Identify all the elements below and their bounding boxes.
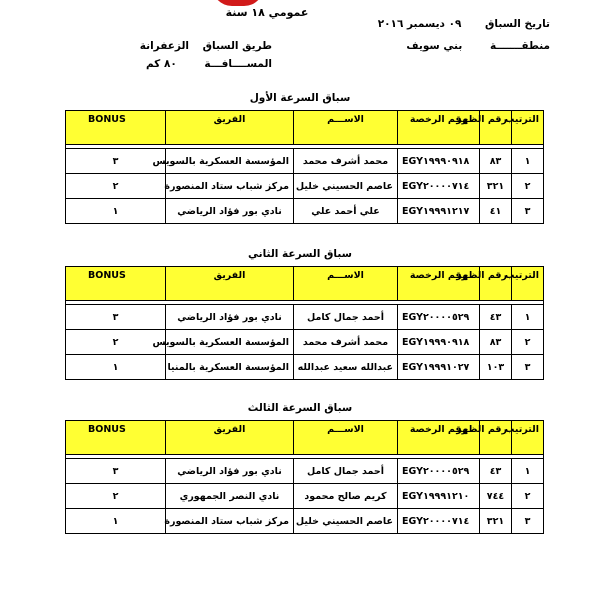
col-back-number: رقم الظهر — [480, 421, 512, 455]
route-label: طريق السباق — [202, 40, 272, 52]
cell-name: عاصم الحسيني خليل — [294, 174, 398, 199]
col-bonus: BONUS — [66, 267, 166, 301]
cell-back-number: ١٠٣ — [480, 355, 512, 380]
col-license: رقم الرخصة — [398, 111, 480, 145]
cell-team: نادي النصر الجمهوري — [166, 484, 294, 509]
cell-rank: ٢ — [512, 330, 544, 355]
cell-license: EGY١٩٩٩١٠٢٧ — [398, 355, 480, 380]
cell-license: EGY٢٠٠٠٠٥٢٩ — [398, 459, 480, 484]
race-3-table — [65, 420, 544, 534]
race-2-title: سباق السرعة الثاني — [248, 248, 352, 260]
cell-rank: ١ — [512, 305, 544, 330]
table-header-row — [66, 421, 544, 455]
cell-rank: ٢ — [512, 174, 544, 199]
cell-bonus: ٢ — [66, 174, 166, 199]
col-rank: الترتيب — [512, 267, 544, 301]
cell-bonus: ٣ — [66, 459, 166, 484]
cell-name: محمد أشرف محمد — [294, 330, 398, 355]
table-row — [66, 484, 544, 509]
race-3-title: سباق السرعة الثالث — [247, 402, 353, 414]
cell-license: EGY١٩٩٩١٢١٧ — [398, 199, 480, 224]
region-line — [406, 40, 550, 52]
col-bonus: BONUS — [66, 421, 166, 455]
col-name: الاســـم — [294, 111, 398, 145]
cell-bonus: ١ — [66, 199, 166, 224]
table-row — [66, 355, 544, 380]
cell-name: أحمد جمال كامل — [294, 459, 398, 484]
cell-name: كريم صالح محمود — [294, 484, 398, 509]
col-name: الاســـم — [294, 267, 398, 301]
race-2-table — [65, 266, 544, 380]
col-team: الفريق — [166, 267, 294, 301]
cell-license: EGY١٩٩٩٠٩١٨ — [398, 330, 480, 355]
cell-bonus: ١ — [66, 509, 166, 534]
col-license: رقم الرخصة — [398, 421, 480, 455]
cell-back-number: ٤٣ — [480, 459, 512, 484]
cell-back-number: ٧٤٤ — [480, 484, 512, 509]
col-back-number: رقم الظهر — [480, 267, 512, 301]
cell-license: EGY٢٠٠٠٠٧١٤ — [398, 174, 480, 199]
table-row — [66, 459, 544, 484]
cell-bonus: ٣ — [66, 305, 166, 330]
col-license: رقم الرخصة — [398, 267, 480, 301]
cell-team: نادي بور فؤاد الرياضي — [166, 199, 294, 224]
cell-license: EGY٢٠٠٠٠٧١٤ — [398, 509, 480, 534]
cell-back-number: ٤١ — [480, 199, 512, 224]
cell-team: مركز شباب ستاد المنصورة — [166, 174, 294, 199]
route-line — [140, 40, 272, 52]
cell-back-number: ٨٣ — [480, 149, 512, 174]
cell-back-number: ٤٣ — [480, 305, 512, 330]
distance-value: ٨٠ كم — [145, 58, 177, 70]
table-row — [66, 174, 544, 199]
col-rank: الترتيب — [512, 421, 544, 455]
cell-license: EGY١٩٩٩١٢١٠ — [398, 484, 480, 509]
col-name: الاســـم — [294, 421, 398, 455]
cell-back-number: ٣٢١ — [480, 174, 512, 199]
race-date-line — [378, 18, 550, 30]
cell-bonus: ١ — [66, 355, 166, 380]
cell-rank: ٣ — [512, 509, 544, 534]
cell-rank: ١ — [512, 149, 544, 174]
cell-name: عاصم الحسيني خليل — [294, 509, 398, 534]
region-label: منطقـــــــة — [489, 40, 550, 52]
cell-team: نادي بور فؤاد الرياضي — [166, 305, 294, 330]
distance-label: المســــافـــة — [204, 58, 272, 70]
cell-rank: ٣ — [512, 355, 544, 380]
race-1-table — [65, 110, 544, 224]
table-header-row — [66, 111, 544, 145]
col-back-number: رقم الظهر — [480, 111, 512, 145]
cell-rank: ٣ — [512, 199, 544, 224]
col-rank: الترتيب — [512, 111, 544, 145]
cell-bonus: ٣ — [66, 149, 166, 174]
distance-line — [146, 58, 272, 70]
cell-back-number: ٨٣ — [480, 330, 512, 355]
table-row — [66, 199, 544, 224]
category-subtitle: عمومي ١٨ سنة — [225, 6, 309, 19]
race-date-value: ٠٩ ديسمبر ٢٠١٦ — [377, 18, 462, 30]
table-row — [66, 305, 544, 330]
race-date-label: تاريخ السباق — [485, 18, 550, 30]
race-1-title: سباق السرعة الأول — [249, 92, 351, 104]
cell-license: EGY٢٠٠٠٠٥٢٩ — [398, 305, 480, 330]
table-row — [66, 330, 544, 355]
cell-name: عبدالله سعيد عبدالله — [294, 355, 398, 380]
cell-rank: ١ — [512, 459, 544, 484]
region-value: بني سويف — [406, 40, 463, 52]
col-team: الفريق — [166, 421, 294, 455]
cell-name: أحمد جمال كامل — [294, 305, 398, 330]
col-bonus: BONUS — [66, 111, 166, 145]
cell-name: محمد أشرف محمد — [294, 149, 398, 174]
table-row — [66, 149, 544, 174]
cell-bonus: ٢ — [66, 484, 166, 509]
cell-team: نادي بور فؤاد الرياضي — [166, 459, 294, 484]
route-value: الزعفرانة — [139, 40, 190, 52]
table-header-row — [66, 267, 544, 301]
cell-team: المؤسسة العسكرية بالمنيا — [166, 355, 294, 380]
cell-bonus: ٢ — [66, 330, 166, 355]
table-row — [66, 509, 544, 534]
cell-team: المؤسسة العسكرية بالسويس — [166, 149, 294, 174]
col-team: الفريق — [166, 111, 294, 145]
cell-name: علي أحمد علي — [294, 199, 398, 224]
cell-team: مركز شباب ستاد المنصورة — [166, 509, 294, 534]
cell-rank: ٢ — [512, 484, 544, 509]
cell-team: المؤسسة العسكرية بالسويس — [166, 330, 294, 355]
cell-license: EGY١٩٩٩٠٩١٨ — [398, 149, 480, 174]
cell-back-number: ٣٢١ — [480, 509, 512, 534]
